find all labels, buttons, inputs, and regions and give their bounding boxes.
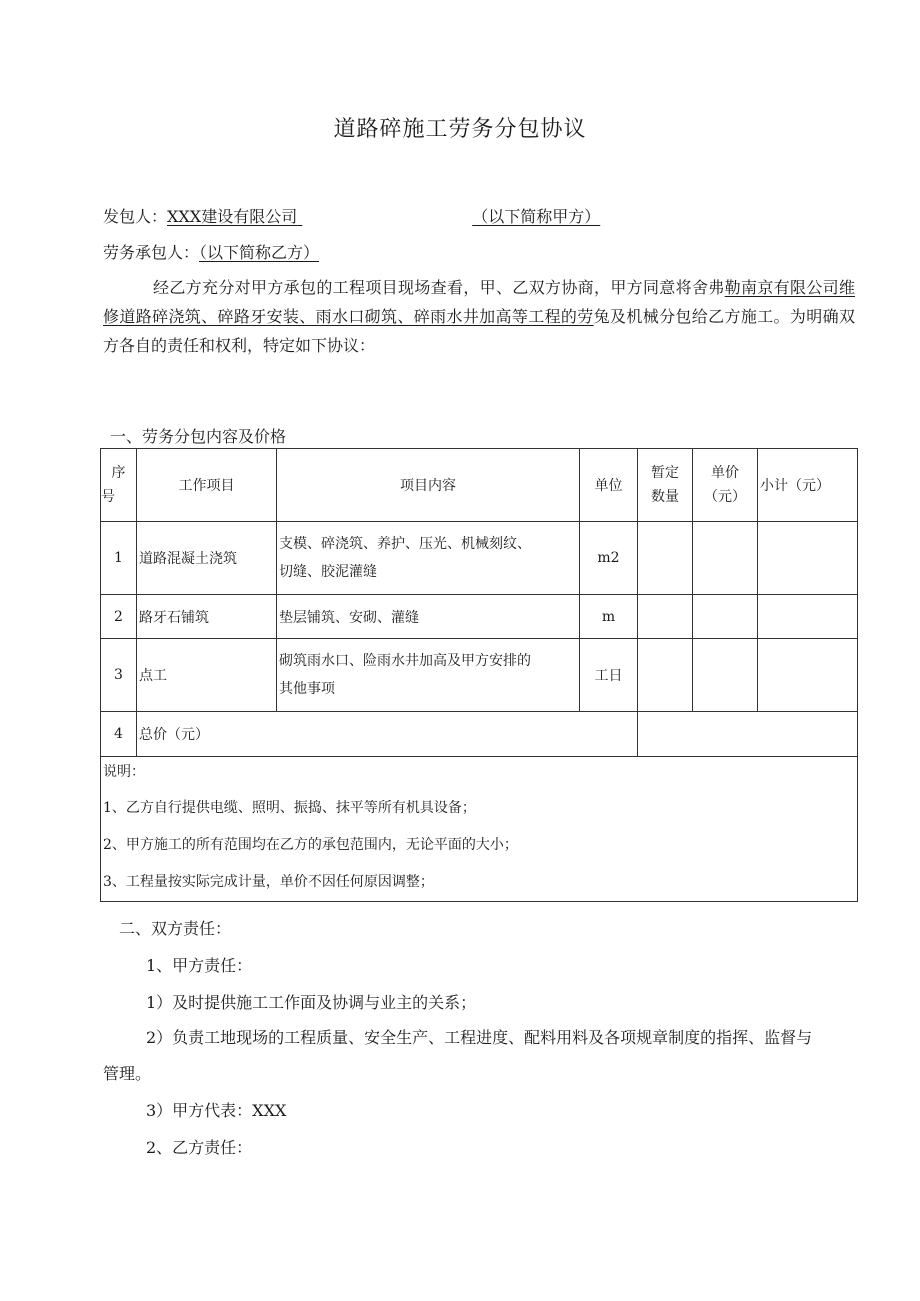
header-price-1: 单价 [711,465,739,481]
row3-subtotal [758,639,858,712]
intro-part1: 经乙方充分对甲方承包的工程项目现场查看，甲、乙双方协商，甲方同意将舍弗 [153,278,725,297]
header-subtotal: 小计（元） [758,449,858,522]
subcontractor-label: 劳务承包人： [103,243,200,262]
row1-no: 1 [101,522,137,595]
row2-item: 路牙石铺筑 [137,595,277,639]
table-row [101,595,858,639]
header-price-2: （元） [704,489,746,505]
party-a-item-2-cont: 管理。 [103,1064,152,1083]
header-price [693,449,758,522]
row1-content-2: 切缝、胶泥灌缝 [279,564,377,580]
table-row [101,522,858,595]
row1-content [277,522,580,595]
party-a-item-3: 3）甲方代表：XXX [146,1101,287,1120]
table-total-row [101,712,858,757]
note-item: 2、甲方施工的所有范围均在乙方的承包范围内，无论平面的大小； [103,837,518,853]
header-seq-2: 号 [101,489,115,505]
row1-content-1: 支模、碎浇筑、养护、压光、机械刻纹、 [279,536,531,552]
header-qty-2: 数量 [651,489,679,505]
row3-item: 点工 [137,639,277,712]
row1-qty [638,522,693,595]
total-label: 总价（元） [137,712,638,757]
row2-content: 垫层铺筑、安砌、灌缝 [277,595,580,639]
table-header-row [101,449,858,522]
row3-no: 3 [101,639,137,712]
party-a-item-2: 2）负责工地现场的工程质量、安全生产、工程进度、配料用料及各项规章制度的指挥、监督与 [146,1028,813,1047]
header-work-item: 工作项目 [137,449,277,522]
row2-price [693,595,758,639]
total-no: 4 [101,712,137,757]
row2-unit: m [580,595,638,639]
notes-heading: 说明： [103,764,145,780]
header-seq-1: 序 [111,465,126,481]
row2-no: 2 [101,595,137,639]
row3-qty [638,639,693,712]
party-a-item-1: 1）及时提供施工工作面及协调与业主的关系； [146,993,477,1012]
row1-subtotal [758,522,858,595]
row3-content-2: 其他事项 [279,681,335,697]
row1-price [693,522,758,595]
contractor-blank [297,207,472,226]
subcontractor-alias: （以下简称乙方） [199,243,320,262]
contractor-line [103,204,600,227]
note-item: 1、乙方自行提供电缆、照明、振捣、抹平等所有机具设备； [103,800,476,816]
party-b-title: 2、乙方责任： [146,1138,253,1157]
intro-part2: 勒南京有限公司维修道路碎浇筑、碎路牙安装、雨水口砌筑、碎雨水井加高等工程的劳 [103,278,855,326]
row3-price [693,639,758,712]
intro-part3: 兔及机械分包给乙方施工。为明确双方各自的责任和权利，特定如下协议： [103,307,855,355]
section2-title: 二、双方责任： [119,919,232,938]
section1-title: 一、劳务分包内容及价格 [110,427,287,446]
party-a-title: 1、甲方责任： [146,956,253,975]
note-item: 3、工程量按实际完成计量，单价不因任何原因调整； [103,874,434,890]
table-row [101,639,858,712]
row3-unit: 工日 [580,639,638,712]
contractor-name: XXX建设有限公司 [167,207,298,226]
contractor-alias: （以下简称甲方） [472,207,601,226]
row3-content-1: 砌筑雨水口、险雨水井加高及甲方安排的 [279,653,531,669]
header-seq [101,449,137,522]
contractor-label: 发包人： [103,207,168,226]
header-qty-1: 暂定 [651,465,679,481]
row2-qty [638,595,693,639]
row1-item: 道路混凝土浇筑 [137,522,277,595]
header-qty [638,449,693,522]
header-unit: 单位 [580,449,638,522]
document-title: 道路碎施工劳务分包协议 [333,117,587,142]
intro-paragraph [103,273,855,360]
header-content: 项目内容 [277,449,580,522]
row2-subtotal [758,595,858,639]
row1-unit: m2 [580,522,638,595]
subcontractor-line [103,240,319,263]
total-value [638,712,858,757]
row3-content [277,639,580,712]
